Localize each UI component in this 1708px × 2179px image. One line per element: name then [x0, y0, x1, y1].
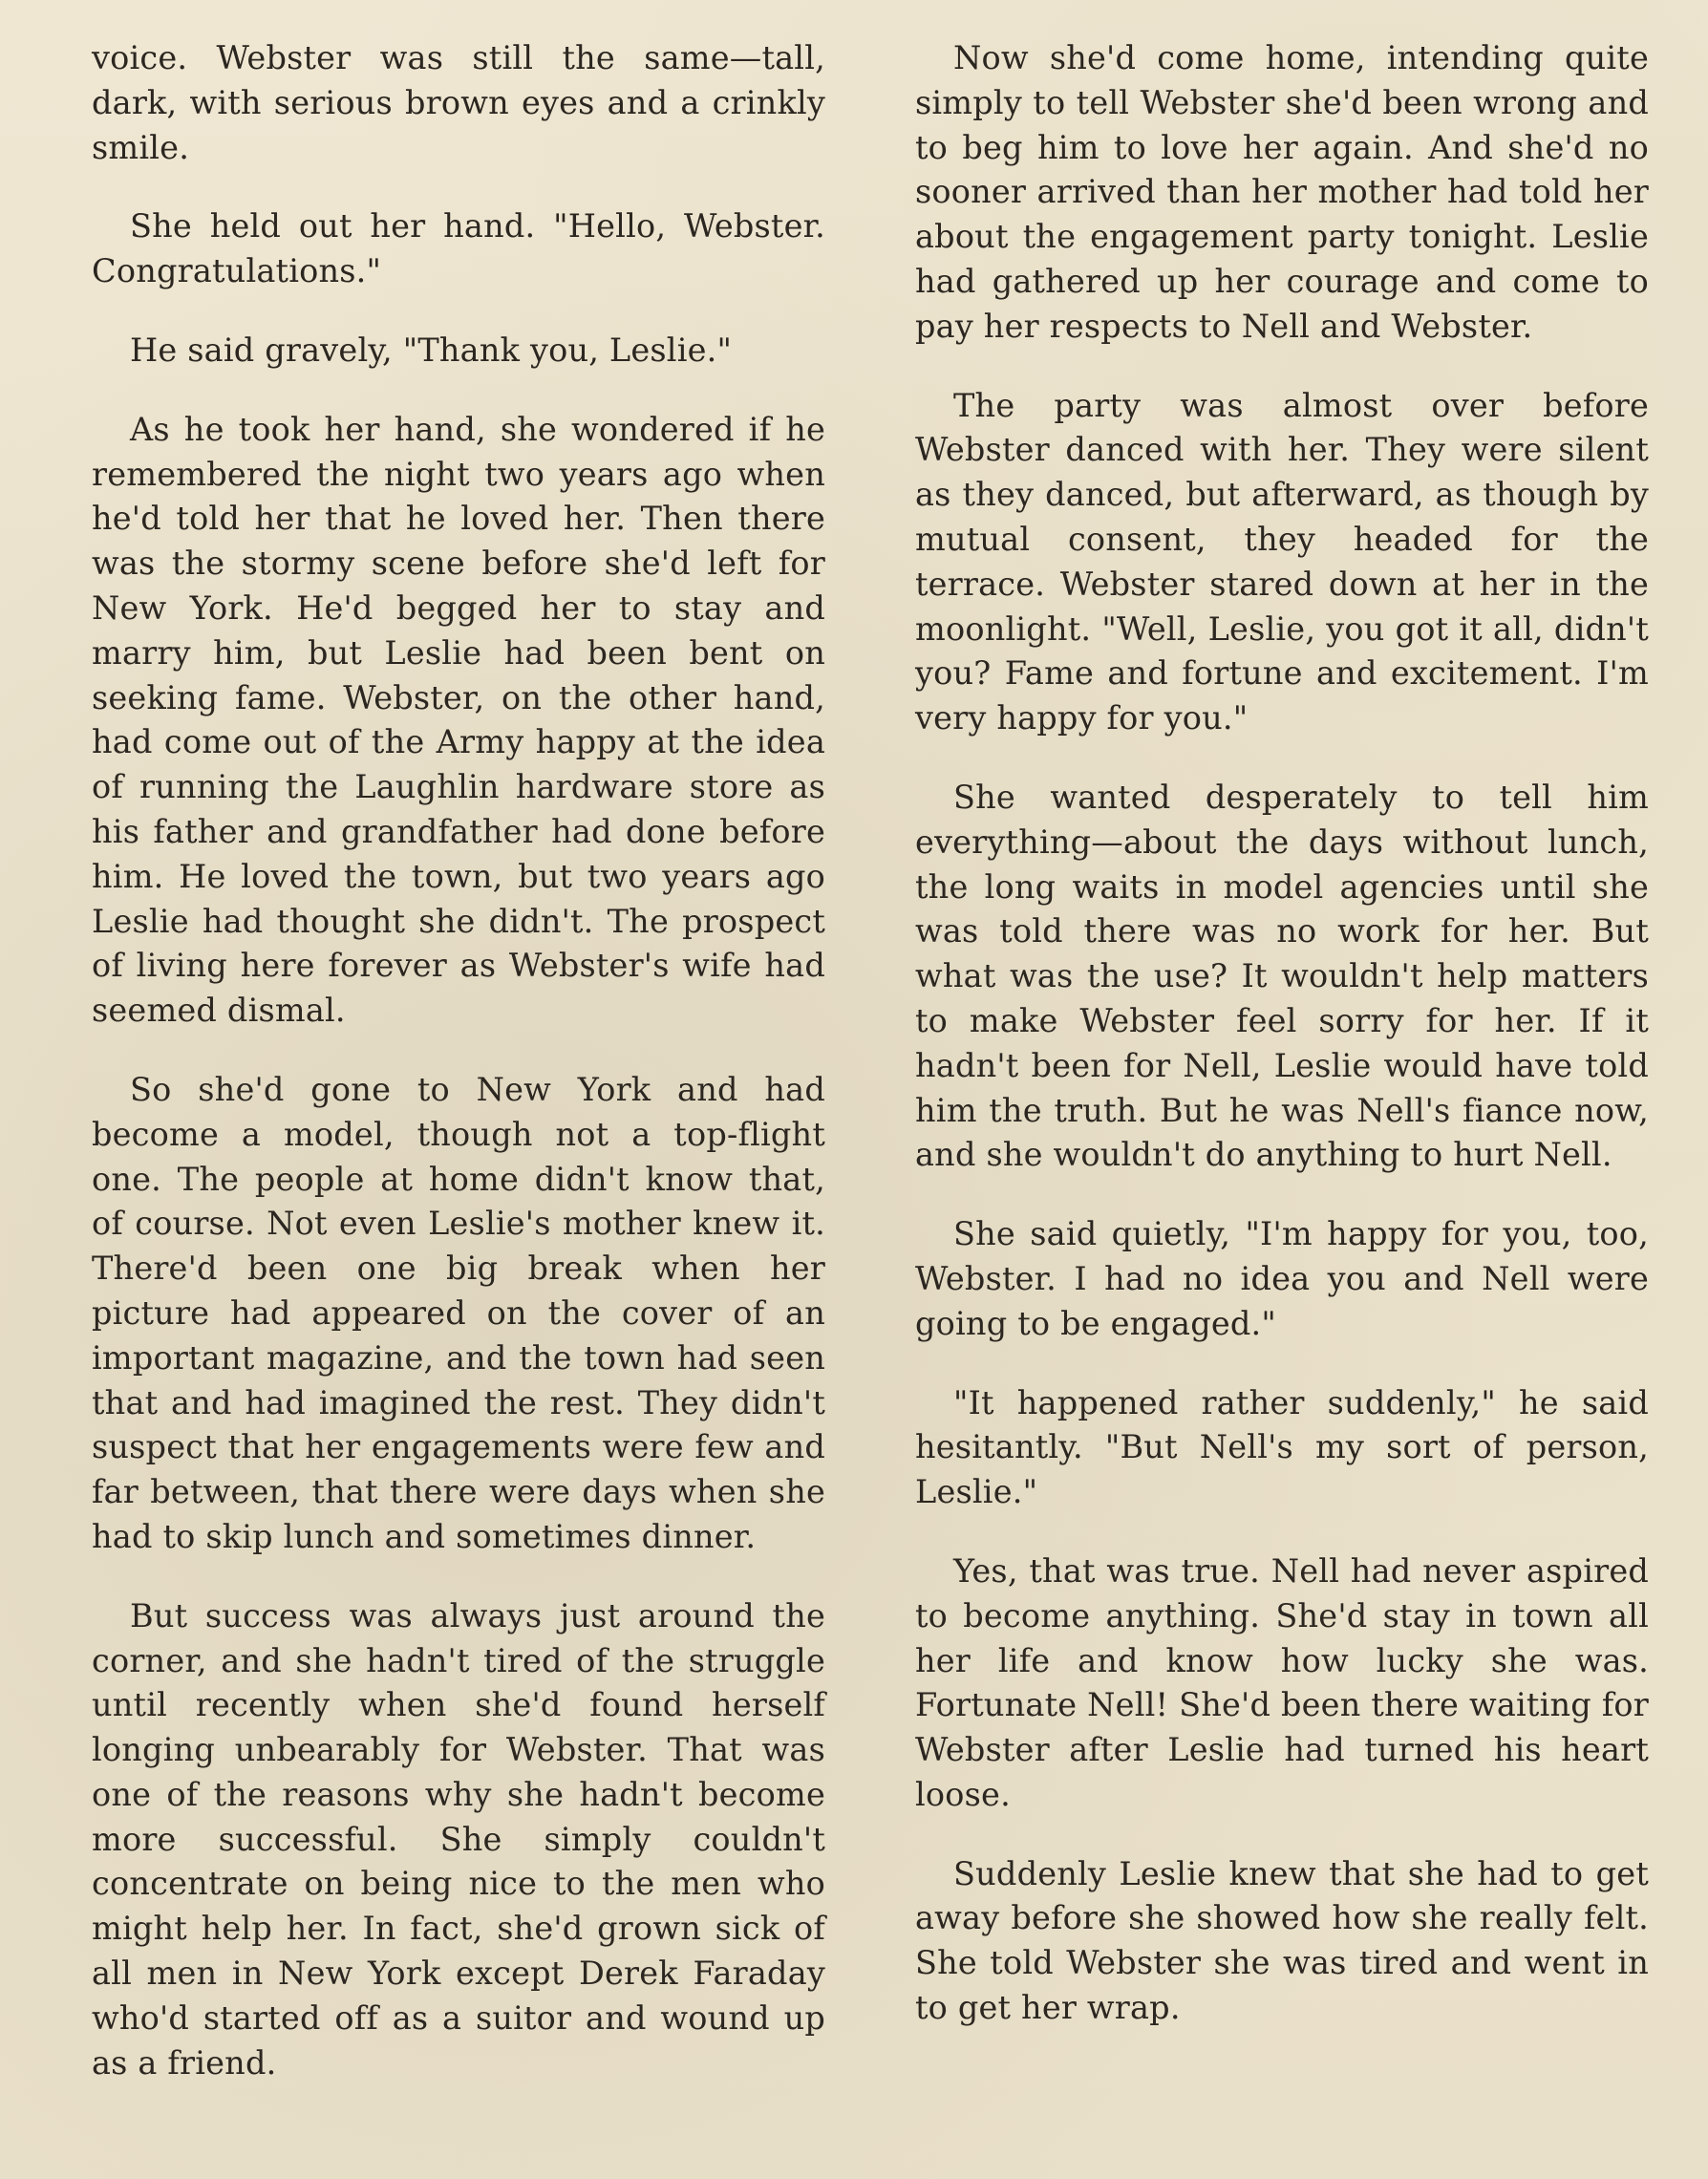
- paragraph: But success was always just around the corner, and she hadn't tired of the struggle until recently when she'd found herself longing unbearably for Webster. That was one of the reasons why she hadn't become more successful. She simply couldn't concentrate on being nice to the men who might help her. In fact, she'd grown sick of all men in New York except Derek Faraday who'd started off as a suitor and wound up as a friend.: [92, 1596, 825, 2082]
- paragraph: Suddenly Leslie knew that she had to get away before she showed how she really felt. She told Webster she was tired and went in to get her wrap.: [915, 1854, 1649, 2027]
- paragraph: She held out her hand. "Hello, Webster. Congratulations.": [92, 207, 825, 290]
- paragraph: Yes, that was true. Nell had never aspired to become anything. She'd stay in town all her life and know how lucky she was. Fortunate Nell! She'd been there waiting for Webster after Leslie had turned his heart loose.: [915, 1551, 1649, 1813]
- paragraph: She said quietly, "I'm happy for you, too, Webster. I had no idea you and Nell were going to be engaged.": [915, 1215, 1649, 1342]
- right-column: [915, 36, 1649, 2065]
- paragraph: "It happened rather suddenly," he said hesitantly. "But Nell's my sort of person, Leslie.": [915, 1383, 1649, 1511]
- paragraph: So she'd gone to New York and had become a model, though not a top-flight one. The people at home didn't know that, of course. Not even Leslie's mother knew it. There'd been one big break when her picture had appeared on the cover of an important magazine, and the town had seen that and had imagined the rest. They didn't suspect that her engagements were few and far between, that there were days when she had to skip lunch and sometimes dinner.: [92, 1070, 825, 1555]
- paragraph: Now she'd come home, intending quite simply to tell Webster she'd been wrong and to beg him to love her again. And she'd no sooner arrived than her mother had told her about the engagement party tonight. Leslie had gathered up her courage and come to pay her respects to Nell and Webster.: [915, 39, 1649, 345]
- paragraph: The party was almost over before Webster danced with her. They were silent as they danced, but afterward, as though by mutual consent, they headed for the terrace. Webster stared down at her in the moonlight. "Well, Leslie, you got it all, didn't you? Fame and fortune and excitement. I'm very happy for you.": [915, 386, 1649, 737]
- paragraph: He said gravely, "Thank you, Leslie.": [130, 331, 733, 369]
- paragraph: voice. Webster was still the same—tall, dark, with serious brown eyes and a crinkly smile.: [92, 39, 825, 166]
- paragraph: She wanted desperately to tell him everything—about the days without lunch, the long waits in model agencies until she was told there was no work for her. But what was the use? It wouldn't help matters to make Webster feel sorry for her. If it hadn't been for Nell, Leslie would have told him the truth. But he was Nell's fiance now, and she wouldn't do anything to hurt Nell.: [915, 778, 1649, 1174]
- paragraph: As he took her hand, she wondered if he remembered the night two years ago when he'd told her that he loved her. Then there was the stormy scene before she'd left for New York. He'd begged her to stay and marry him, but Leslie had been bent on seeking fame. Webster, on the other hand, had come out of the Army happy at the idea of running the Laughlin hardware store as his father and grandfather had done before him. He loved the town, but two years ago Leslie had thought she didn't. The prospect of living here forever as Webster's wife had seemed dismal.: [92, 410, 825, 1030]
- left-column: [92, 36, 825, 2120]
